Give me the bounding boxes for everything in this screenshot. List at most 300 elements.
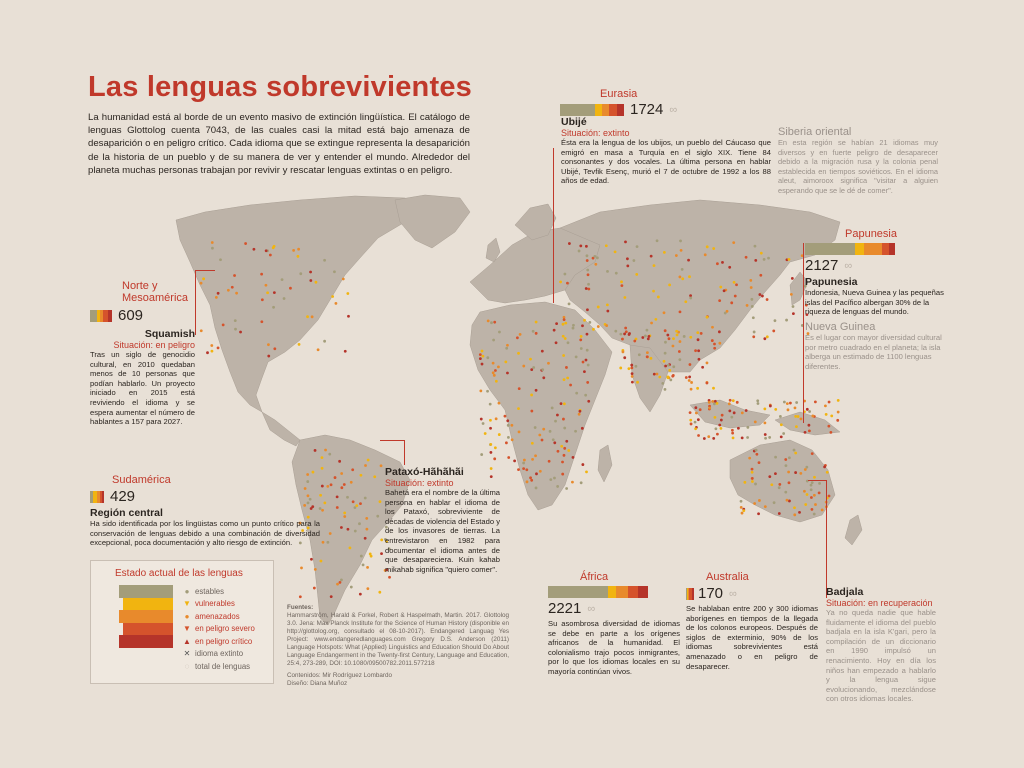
language-dot	[340, 472, 343, 475]
legend-label: en peligro crítico	[195, 636, 253, 646]
language-dot	[678, 350, 681, 353]
language-dot	[344, 350, 347, 353]
sources-heading: Fuentes:	[287, 604, 314, 611]
language-dot	[769, 405, 772, 408]
language-dot	[754, 259, 757, 262]
language-dot	[297, 255, 300, 258]
language-dot	[804, 468, 807, 471]
language-dot	[480, 453, 483, 456]
language-dot	[827, 425, 830, 428]
language-dot	[614, 250, 617, 253]
language-dot	[814, 503, 817, 506]
language-dot	[718, 424, 721, 427]
language-dot	[694, 349, 697, 352]
language-dot	[211, 247, 214, 250]
language-dot	[336, 495, 339, 498]
norte-connector-h	[195, 270, 215, 271]
language-dot	[351, 468, 354, 471]
language-dot	[803, 490, 806, 493]
language-dot	[736, 401, 739, 404]
language-dot	[728, 402, 731, 405]
language-dot	[568, 242, 571, 245]
language-dot	[764, 505, 767, 508]
language-dot	[269, 254, 272, 257]
language-dot	[321, 456, 324, 459]
language-dot	[273, 347, 276, 350]
language-dot	[811, 415, 814, 418]
language-dot	[679, 240, 682, 243]
sudamerica-subtitle: Región central	[90, 507, 163, 519]
language-dot	[549, 478, 552, 481]
language-dot	[830, 414, 833, 417]
legend-item	[179, 648, 255, 661]
language-dot	[751, 471, 754, 474]
language-dot	[579, 339, 582, 342]
language-dot	[690, 381, 693, 384]
language-dot	[355, 504, 358, 507]
legend-label: amenazados	[195, 611, 240, 621]
norte-total: 609	[118, 307, 144, 324]
language-dot	[631, 381, 634, 384]
language-dot	[562, 335, 565, 338]
language-dot	[706, 362, 709, 365]
language-dot	[623, 296, 626, 299]
language-dot	[567, 449, 570, 452]
language-dot	[334, 476, 337, 479]
language-dot	[605, 324, 608, 327]
language-dot	[489, 443, 492, 446]
language-dot	[380, 538, 383, 541]
madagascar	[598, 445, 612, 482]
swirl-icon: ∞	[844, 260, 853, 272]
legend-symbol-icon: ✕	[183, 649, 191, 659]
language-dot	[653, 373, 656, 376]
language-dot	[810, 488, 813, 491]
language-dot	[751, 468, 754, 471]
language-dot	[606, 270, 609, 273]
language-dot	[309, 271, 312, 274]
language-dot	[794, 452, 797, 455]
language-dot	[588, 321, 591, 324]
language-dot	[703, 437, 706, 440]
language-dot	[593, 255, 596, 258]
language-dot	[679, 340, 682, 343]
language-dot	[531, 442, 534, 445]
language-dot	[487, 319, 490, 322]
language-dot	[555, 322, 558, 325]
language-dot	[716, 262, 719, 265]
language-dot	[346, 496, 349, 499]
language-dot	[753, 331, 756, 334]
language-dot	[563, 447, 566, 450]
language-dot	[694, 406, 697, 409]
language-dot	[300, 567, 303, 570]
language-dot	[492, 362, 495, 365]
language-dot	[774, 319, 777, 322]
africa-bar	[548, 586, 648, 598]
language-dot	[340, 578, 343, 581]
language-dot	[606, 303, 609, 306]
language-dot	[746, 436, 749, 439]
language-dot	[547, 362, 550, 365]
swirl-icon: ∞	[587, 603, 596, 615]
language-dot	[369, 553, 372, 556]
language-dot	[663, 360, 666, 363]
language-dot	[486, 390, 489, 393]
language-dot	[556, 485, 559, 488]
bar-segment	[548, 586, 608, 598]
language-dot	[754, 420, 757, 423]
language-dot	[688, 376, 691, 379]
language-dot	[668, 369, 671, 372]
eurasia-name: Eurasia	[600, 88, 638, 100]
language-dot	[587, 273, 590, 276]
language-dot	[554, 420, 557, 423]
language-dot	[272, 246, 275, 249]
australia-total: 170	[698, 585, 724, 602]
bar-segment	[560, 104, 595, 116]
language-dot	[694, 427, 697, 430]
language-dot	[706, 245, 709, 248]
language-dot	[235, 292, 238, 295]
language-dot	[581, 324, 584, 327]
language-dot	[622, 350, 625, 353]
language-dot	[745, 256, 748, 259]
language-dot	[564, 322, 567, 325]
squamish-name: Squamish	[144, 328, 195, 340]
language-dot	[764, 433, 767, 436]
language-dot	[565, 366, 568, 369]
language-dot	[510, 424, 513, 427]
language-dot	[778, 512, 781, 515]
language-dot	[541, 368, 544, 371]
bar-segment	[608, 586, 616, 598]
language-dot	[482, 355, 485, 358]
language-dot	[743, 481, 746, 484]
language-dot	[774, 472, 777, 475]
language-dot	[519, 333, 522, 336]
language-dot	[354, 530, 357, 533]
legend-symbol-icon: ●	[184, 611, 190, 621]
squamish-text: Tras un siglo de genocidio cultural, en 2010 quedaban menos de 10 personas que podían hablarlo. Un proyecto iniciado en 2015 está reviviendo el idioma y se espera aumentar el número de hablantes a 157 para 2027.	[90, 350, 195, 427]
language-dot	[712, 437, 715, 440]
language-dot	[360, 474, 363, 477]
language-dot	[299, 272, 302, 275]
language-dot	[507, 424, 510, 427]
language-dot	[489, 419, 492, 422]
language-dot	[800, 417, 803, 420]
language-dot	[683, 335, 686, 338]
credits-design: Diseño: Diana Muñoz	[287, 680, 348, 687]
language-dot	[758, 499, 761, 502]
language-dot	[657, 296, 660, 299]
papunesia-subtitle: Papunesia	[805, 276, 858, 288]
language-dot	[217, 292, 220, 295]
language-dot	[811, 508, 814, 511]
language-dot	[299, 595, 302, 598]
language-dot	[309, 279, 312, 282]
language-dot	[633, 340, 636, 343]
language-dot	[531, 458, 534, 461]
language-dot	[783, 401, 786, 404]
language-dot	[289, 287, 292, 290]
language-dot	[560, 445, 563, 448]
language-dot	[720, 427, 723, 430]
language-dot	[672, 345, 675, 348]
africa-name: África	[580, 571, 609, 583]
language-dot	[365, 517, 368, 520]
language-dot	[211, 241, 214, 244]
language-dot	[530, 479, 533, 482]
language-dot	[672, 365, 675, 368]
language-dot	[684, 300, 687, 303]
language-dot	[234, 319, 237, 322]
language-dot	[778, 486, 781, 489]
language-dot	[373, 475, 376, 478]
language-dot	[713, 343, 716, 346]
language-dot	[644, 335, 647, 338]
language-dot	[219, 258, 222, 261]
language-dot	[492, 339, 495, 342]
language-dot	[656, 239, 659, 242]
language-dot	[740, 506, 743, 509]
legend-label: total de lenguas	[195, 661, 251, 671]
language-dot	[563, 378, 566, 381]
language-dot	[493, 321, 496, 324]
language-dot	[343, 483, 346, 486]
land-masses	[176, 195, 862, 625]
papunesia-total: 2127	[805, 257, 839, 274]
language-dot	[551, 407, 554, 410]
language-dot	[572, 324, 575, 327]
language-dot	[750, 298, 753, 301]
language-dot	[766, 335, 769, 338]
language-dot	[324, 449, 327, 452]
language-dot	[626, 265, 629, 268]
legend-item	[179, 623, 255, 636]
language-dot	[323, 259, 326, 262]
legend-symbol-icon: ▼	[183, 624, 191, 634]
language-dot	[697, 338, 700, 341]
bar-segment	[692, 588, 694, 600]
language-dot	[326, 541, 329, 544]
language-dot	[806, 493, 809, 496]
language-dot	[688, 275, 691, 278]
language-dot	[813, 513, 816, 516]
intro-text: La humanidad está al borde de un evento masivo de extinción lingüística. El catálogo de lenguas Glottolog cuenta 7043, de las cuales casi la mitad está bajo amenaza de desaparición o en peligro crítico. Cada idioma que se extingue representa la desaparición de la historia de un pueblo y de su manera de ver y entender el mundo. Alrededor del planeta muchas personas trabajan por revivir y rescatar lenguas extintas o en peligro.	[88, 112, 470, 176]
language-dot	[794, 471, 797, 474]
language-dot	[741, 437, 744, 440]
language-dot	[498, 331, 501, 334]
language-dot	[266, 291, 269, 294]
language-dot	[780, 435, 783, 438]
language-dot	[730, 301, 733, 304]
bar-segment	[602, 104, 610, 116]
language-dot	[534, 454, 537, 457]
language-dot	[774, 408, 777, 411]
bar-segment	[864, 243, 882, 255]
language-dot	[333, 270, 336, 273]
language-dot	[552, 438, 555, 441]
language-dot	[620, 284, 623, 287]
language-dot	[555, 341, 558, 344]
siberia-text: En esta región se habían 21 idiomas muy diversos y en fuerte peligro de desaparecer debido a la migración rusa y la colonia penal establecida en tiempos soviéticos. En el idioma aleut, aimoroox significa "visitar a alguien esperando que se le dé de comer".	[778, 138, 938, 195]
language-dot	[721, 414, 724, 417]
language-dot	[542, 428, 545, 431]
language-dot	[708, 401, 711, 404]
language-dot	[380, 464, 383, 467]
language-dot	[799, 472, 802, 475]
language-dot	[529, 358, 532, 361]
language-dot	[518, 430, 521, 433]
language-dot	[787, 471, 790, 474]
language-dot	[766, 298, 769, 301]
language-dot	[328, 453, 331, 456]
language-dot	[748, 457, 751, 460]
legend-title: Estado actual de las lenguas	[115, 568, 243, 579]
language-dot	[658, 376, 661, 379]
language-dot	[623, 333, 626, 336]
badjala-name: Badjala	[826, 586, 864, 598]
language-dot	[751, 305, 754, 308]
bar-segment	[855, 243, 864, 255]
language-dot	[630, 367, 633, 370]
language-dot	[583, 370, 586, 373]
language-dot	[346, 292, 349, 295]
language-dot	[495, 380, 498, 383]
language-dot	[733, 281, 736, 284]
language-dot	[667, 375, 670, 378]
language-dot	[530, 394, 533, 397]
language-dot	[342, 278, 345, 281]
language-dot	[818, 482, 821, 485]
legend-item	[179, 598, 255, 611]
language-dot	[741, 411, 744, 414]
language-dot	[497, 365, 500, 368]
language-dot	[330, 595, 333, 598]
language-dot	[793, 449, 796, 452]
language-dot	[561, 473, 564, 476]
legend-symbol-icon: ▲	[183, 636, 191, 646]
language-dot	[690, 388, 693, 391]
language-dot	[364, 464, 367, 467]
australia-name: Australia	[706, 571, 749, 583]
language-dot	[211, 350, 214, 353]
language-dot	[486, 356, 489, 359]
language-dot	[650, 255, 653, 258]
language-dot	[244, 242, 247, 245]
language-dot	[787, 408, 790, 411]
siberia-panel	[778, 126, 938, 196]
language-dot	[553, 441, 556, 444]
language-dot	[538, 434, 541, 437]
language-dot	[733, 411, 736, 414]
language-dot	[253, 248, 256, 251]
language-dot	[541, 439, 544, 442]
language-dot	[579, 410, 582, 413]
language-dot	[586, 254, 589, 257]
language-dot	[306, 315, 309, 318]
language-dot	[326, 485, 329, 488]
language-dot	[338, 460, 341, 463]
language-dot	[774, 456, 777, 459]
language-dot	[837, 399, 840, 402]
language-dot	[267, 343, 270, 346]
language-dot	[587, 288, 590, 291]
language-dot	[718, 299, 721, 302]
language-dot	[583, 319, 586, 322]
bar-segment	[638, 586, 648, 598]
language-dot	[517, 352, 520, 355]
language-dot	[652, 290, 655, 293]
language-dot	[261, 298, 264, 301]
language-dot	[498, 433, 501, 436]
language-dot	[479, 353, 482, 356]
language-dot	[364, 497, 367, 500]
language-dot	[283, 297, 286, 300]
language-dot	[380, 552, 383, 555]
language-dot	[696, 331, 699, 334]
language-dot	[507, 436, 510, 439]
language-dot	[729, 399, 732, 402]
language-dot	[479, 389, 482, 392]
language-dot	[579, 244, 582, 247]
language-dot	[695, 412, 698, 415]
language-dot	[646, 329, 649, 332]
language-dot	[826, 471, 829, 474]
language-dot	[273, 291, 276, 294]
language-dot	[808, 410, 811, 413]
language-dot	[507, 456, 510, 459]
language-dot	[314, 449, 317, 452]
language-dot	[697, 418, 700, 421]
language-dot	[737, 427, 740, 430]
language-dot	[706, 316, 709, 319]
language-dot	[755, 453, 758, 456]
language-dot	[667, 364, 670, 367]
language-dot	[549, 430, 552, 433]
language-dot	[740, 500, 743, 503]
language-dot	[541, 350, 544, 353]
africa-total: 2221	[548, 600, 582, 617]
language-dot	[627, 367, 630, 370]
language-dot	[347, 315, 350, 318]
language-dot	[687, 259, 690, 262]
language-dot	[653, 264, 656, 267]
language-dot	[811, 452, 814, 455]
language-dot	[745, 409, 748, 412]
language-dot	[563, 402, 566, 405]
sudamerica-total: 429	[110, 488, 136, 505]
language-dot	[696, 387, 699, 390]
language-dot	[313, 587, 316, 590]
language-dot	[580, 347, 583, 350]
language-dot	[735, 283, 738, 286]
legend-symbol-icon: ●	[184, 586, 190, 596]
africa-panel	[548, 571, 680, 677]
language-dot	[675, 254, 678, 257]
papunesia-bar	[805, 243, 895, 255]
language-dot	[689, 363, 692, 366]
language-dot	[689, 336, 692, 339]
language-dot	[711, 339, 714, 342]
language-dot	[504, 415, 507, 418]
legend-item	[179, 610, 255, 623]
language-dot	[323, 340, 326, 343]
language-dot	[764, 437, 767, 440]
language-dot	[786, 402, 789, 405]
language-dot	[794, 406, 797, 409]
